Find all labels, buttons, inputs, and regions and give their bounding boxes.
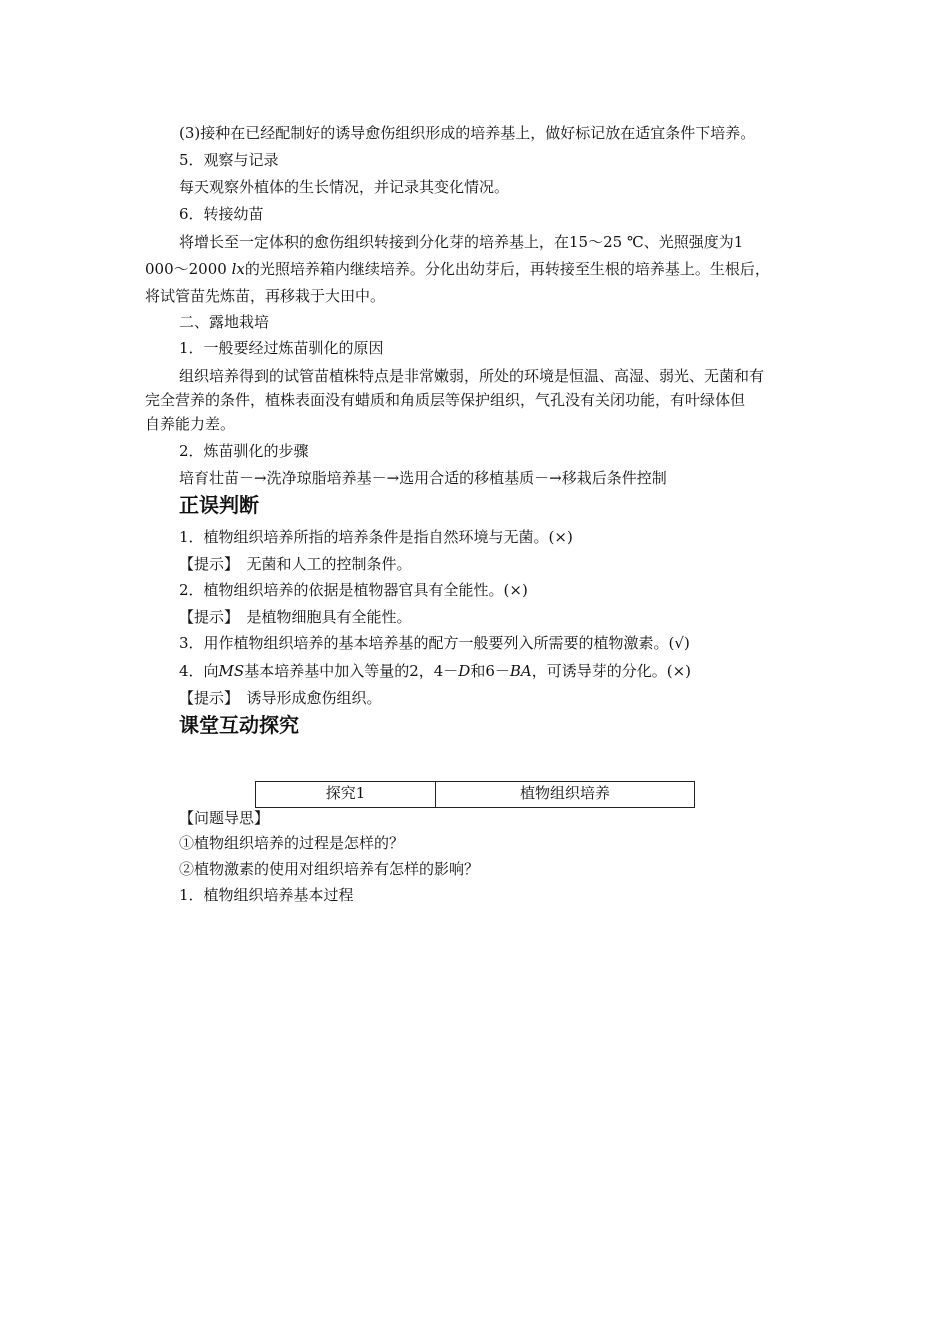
text-span: 和6－ bbox=[470, 662, 510, 680]
text-line: 将试管苗先炼苗，再移栽于大田中。 bbox=[145, 287, 386, 305]
text-span: 的光照培养箱内继续培养。分化出幼芽后，再转接至生根的培养基上。生根后， bbox=[244, 260, 770, 278]
text-span: D bbox=[458, 662, 471, 680]
text-line: 培育壮苗－→洗净琼脂培养基－→选用合适的移植基质－→移栽后条件控制 bbox=[179, 469, 667, 487]
explore-table bbox=[255, 781, 695, 808]
table-cell: 植物组织培养 bbox=[519, 784, 610, 802]
text-line: 将增长至一定体积的愈伤组织转接到分化芽的培养基上，在15～25 ℃、光照强度为1 bbox=[179, 233, 744, 251]
judge-hint: 【提示】 是植物细胞具有全能性。 bbox=[179, 608, 412, 626]
text-line: 每天观察外植体的生长情况，并记录其变化情况。 bbox=[179, 178, 510, 196]
section-heading: 二、露地栽培 bbox=[179, 313, 270, 331]
text-span: BA bbox=[509, 662, 532, 680]
text-span: ，可诱导芽的分化。(×) bbox=[531, 662, 691, 680]
judge-item: 3．用作植物组织培养的基本培养基的配方一般要列入所需要的植物激素。(√) bbox=[179, 634, 690, 652]
judge-item: 2．植物组织培养的依据是植物器官具有全能性。(×) bbox=[179, 581, 528, 599]
text-span: MS bbox=[218, 662, 245, 680]
judge-item bbox=[179, 661, 691, 681]
table-cell: 探究1 bbox=[256, 782, 436, 807]
subheading: 1．一般要经过炼苗驯化的原因 bbox=[179, 339, 384, 357]
subheading: 6．转接幼苗 bbox=[179, 205, 264, 223]
guide-label: 【问题导思】 bbox=[179, 809, 270, 827]
text-span: 000～2000 bbox=[145, 260, 232, 278]
text-line: 自养能力差。 bbox=[145, 415, 236, 433]
judge-item: 1．植物组织培养所指的培养条件是指自然环境与无菌。(×) bbox=[179, 528, 573, 546]
question: ①植物组织培养的过程是怎样的？ bbox=[179, 834, 405, 852]
text-span: 4．向 bbox=[179, 662, 219, 680]
section-title-judge: 正误判断 bbox=[179, 493, 259, 517]
unit-lx: lx bbox=[231, 260, 245, 278]
section-title-explore: 课堂互动探究 bbox=[179, 713, 299, 737]
text-line: 完全营养的条件，植株表面没有蜡质和角质层等保护组织，气孔没有关闭功能，有叶绿体但 bbox=[145, 391, 746, 409]
text-span: 基本培养基中加入等量的2，4－ bbox=[244, 662, 459, 680]
subheading: 5．观察与记录 bbox=[179, 151, 279, 169]
text-line bbox=[145, 259, 770, 279]
question: ②植物激素的使用对组织培养有怎样的影响？ bbox=[179, 860, 480, 878]
judge-hint: 【提示】 诱导形成愈伤组织。 bbox=[179, 689, 382, 707]
judge-hint: 【提示】 无菌和人工的控制条件。 bbox=[179, 555, 412, 573]
subheading: 1．植物组织培养基本过程 bbox=[179, 886, 354, 904]
text-line: (3)接种在已经配制好的诱导愈伤组织形成的培养基上，做好标记放在适宜条件下培养。 bbox=[179, 124, 756, 142]
text-line: 组织培养得到的试管苗植株特点是非常嫩弱，所处的环境是恒温、高湿、弱光、无菌和有 bbox=[179, 367, 765, 385]
subheading: 2．炼苗驯化的步骤 bbox=[179, 442, 309, 460]
